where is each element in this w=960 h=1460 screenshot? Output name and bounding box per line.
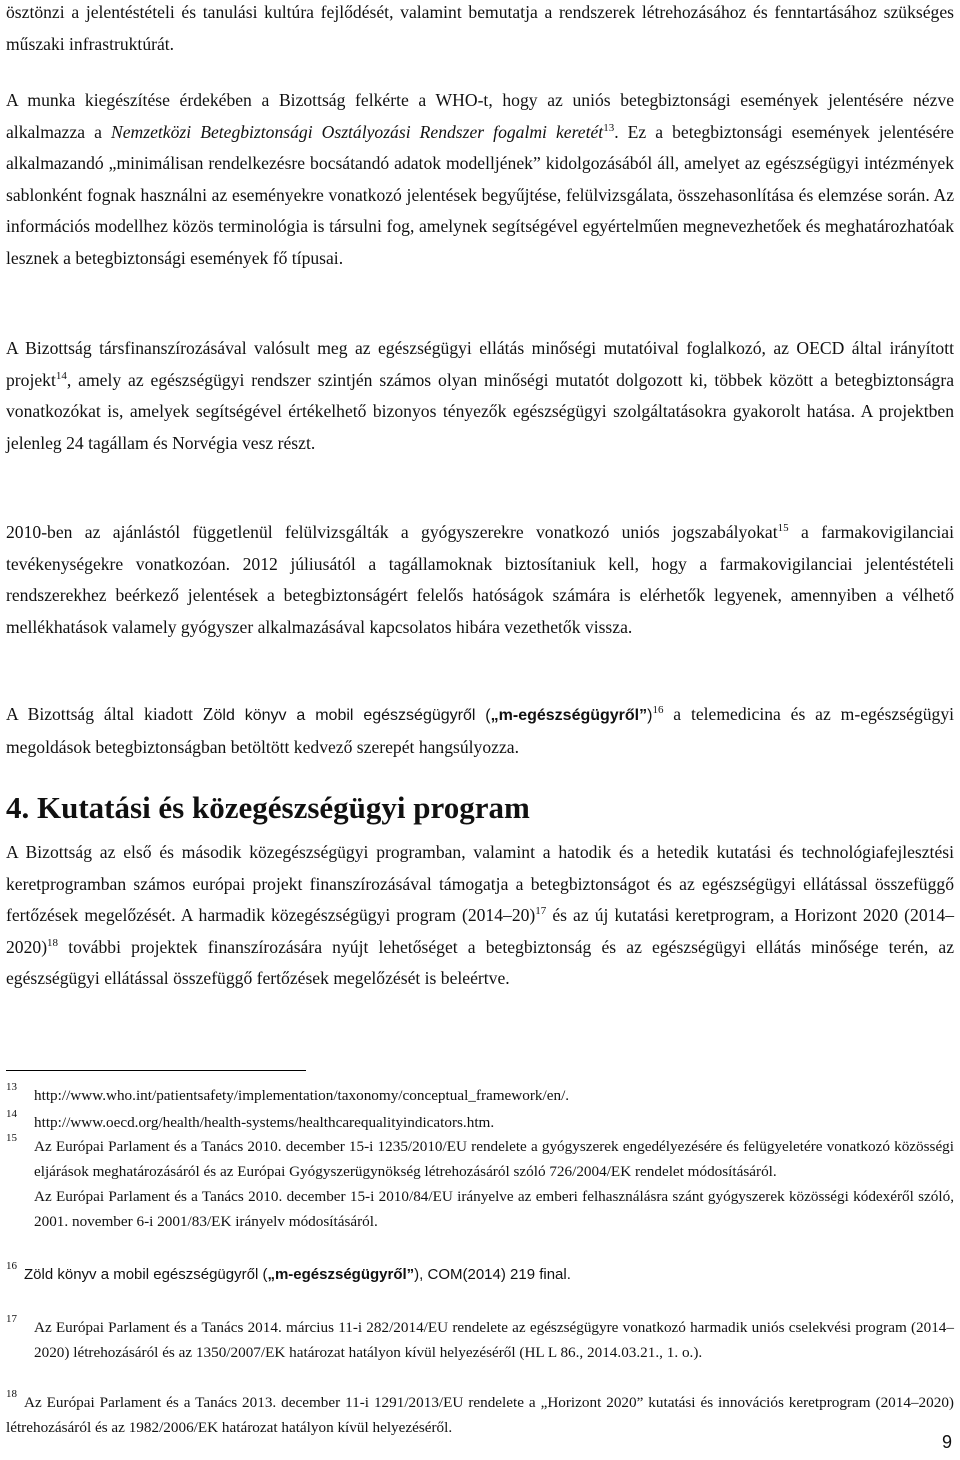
footnote-15 [6, 1134, 954, 1234]
page-number: 9 [941, 1432, 952, 1452]
footnote-13-number: 13 [6, 1081, 17, 1093]
paragraph-0 [6, 0, 954, 60]
footnote-16-text-a: Zöld könyv a mobil egészségügyről ( [24, 1266, 268, 1283]
paragraph-1-text-b: . Ez a betegbiztonsági események jelentésére alkalmazandó „minimálisan rendelkezésre bocsátandó adatok modelljének” kidolgozásából áll, amelyet az egészségügyi intézmények sablonként fognak használni az eseményekre vonatkozó jelentések begyűjtése, felülvizsgálata, összehasonlítása és elemzése során. Az információs modellhez közös terminológia is társulni fog, amelynek segítségével egyértelműen megnevezhetőek és meghatározhatóak lesznek a betegbiztonsági események fő típusai. [6, 121, 954, 268]
paragraph-4-text-a: A Bizottság által kiadott Z [6, 704, 214, 724]
paragraph-2 [6, 333, 954, 459]
footnote-16-text [24, 1262, 954, 1287]
footnote-ref-14: 14 [55, 369, 67, 382]
paragraph-5-text-a: A Bizottság az első és második közegészségügyi programban, valamint a hatodik és a hetedik kutatási és technológiafejlesztési keretprogramban számos európai projekt finanszírozásával támogatja a betegbiztonságot és az egészségügyi ellátással összefüggő fertőzések megelőzését. A harmadik közegészségügyi program (2014–20) [6, 842, 954, 925]
footnote-13 [6, 1083, 954, 1108]
paragraph-4-sans-bold: „m-egészségügyről” [490, 707, 648, 724]
paragraph-1 [6, 85, 954, 274]
footnote-ref-16: 16 [652, 704, 664, 717]
paragraph-1-text-a: A munka kiegészítése érdekében a Bizottság felkérte a WHO-t, hogy az uniós betegbiztonsági események jelentésére nézve alkalmazza a [6, 90, 954, 142]
footnote-separator [6, 1070, 306, 1071]
paragraph-4 [6, 699, 954, 763]
footnote-16-text-c: ), COM(2014) 219 final. [414, 1266, 571, 1283]
paragraph-4-sans-close: ) [647, 707, 653, 724]
footnote-ref-13: 13 [603, 121, 615, 134]
paragraph-2-text-a: A Bizottság társfinanszírozásával valósult meg az egészségügyi ellátás minőségi mutatóival foglalkozó, az OECD által irányított projekt [6, 338, 954, 390]
footnote-18 [6, 1390, 954, 1440]
paragraph-4-text-b: a telemedicina és az m-egészségügyi megoldások betegbiztonságban betöltött kedvező szerepét hangsúlyozza. [6, 704, 954, 757]
paragraph-5-text-b: és az új kutatási keretprogram, a Horizont 2020 (2014–2020) [6, 905, 955, 957]
footnote-ref-17: 17 [535, 905, 547, 918]
paragraph-3-text-a: 2010-ben az ajánlástól függetlenül felülvizsgálták a gyógyszerekre vonatkozó uniós jogszabályokat [6, 522, 778, 542]
footnote-16-number: 16 [6, 1260, 17, 1272]
section-heading: 4. Kutatási és közegészségügyi program [6, 790, 530, 825]
paragraph-1-italic: Nemzetközi Betegbiztonsági Osztályozási Rendszer fogalmi keretét [111, 121, 604, 142]
footnote-17 [6, 1315, 954, 1365]
footnote-ref-15: 15 [777, 522, 789, 535]
paragraph-3-text-b: a farmakovigilanciai tevékenységekre vonatkozóan. 2012 júliusától a tagállamoknak biztosítaniuk kell, hogy a farmakovigilanciai jelentéstételi rendszerekhez beérkező jelentések a betegbiztonságért felelős hatóságok számára is elérhetők legyenek, amennyiben a vélhető mellékhatások valamely gyógyszer alkalmazásával kapcsolatos hibára vezethetők vissza. [6, 522, 954, 637]
footnote-15-number: 15 [6, 1132, 17, 1144]
footnote-18-number: 18 [6, 1388, 17, 1400]
footnote-14-text: http://www.oecd.org/health/health-systems/healthcarequalityindicators.htm. [34, 1114, 495, 1131]
paragraph-5-text-c: további projektek finanszírozására nyújt lehetőséget a betegbiztonság és az egészségügyi ellátás minősége terén, az egészségügyi ellátással összefüggő fertőzések megelőzését is beleértve. [6, 936, 954, 988]
footnote-14 [6, 1110, 954, 1135]
footnote-18-text: Az Európai Parlament és a Tanács 2013. december 11-i 1291/2013/EU rendelete a „Horizont 2020” kutatási és innovációs keretprogram (2014–2020) létrehozásáról és az 1982/2006/EK határozat hatályon kívül helyezéséről. [6, 1394, 954, 1436]
footnote-17-text: Az Európai Parlament és a Tanács 2014. március 11-i 282/2014/EU rendelete az egészségügyre vonatkozó harmadik uniós cselekvési program (2014–2020) létrehozásáról és az 1350/2007/EK határozat hatályon kívül helyezéséről (HL L 86., 2014.03.21., 1. o.). [34, 1319, 954, 1361]
paragraph-5 [6, 837, 954, 995]
paragraph-0-text: ösztönzi a jelentéstételi és tanulási kultúra fejlődését, valamint bemutatja a rendszerek létrehozásához és fenntartásához szükséges műszaki infrastruktúrát. [6, 2, 954, 54]
paragraph-4-sans: öld könyv a mobil egészségügyről ( [213, 707, 491, 724]
footnote-17-number: 17 [6, 1313, 17, 1325]
paragraph-3 [6, 517, 954, 643]
paragraph-2-text-b: , amely az egészségügyi rendszer szintjén számos olyan minőségi mutatót dolgozott ki, többek között a betegbiztonságra vonatkozókat is, amelyek segítségével értékelhető bizonyos tényezők egészségügyi szolgáltatásokra gyakorolt hatása. A projektben jelenleg 24 tagállam és Norvégia vesz részt. [6, 369, 954, 453]
footnote-15-text-a: Az Európai Parlament és a Tanács 2010. december 15-i 1235/2010/EU rendelete a gyógyszerek engedélyezésére és felügyeletére vonatkozó közösségi eljárások meghatározásáról és az Európai Gyógyszerügynökség létrehozásáról szóló 726/2004/EK rendelet módosításáról. [34, 1138, 954, 1180]
footnote-15-text-b: Az Európai Parlament és a Tanács 2010. december 15-i 2010/84/EU irányelve az emberi felhasználásra szánt gyógyszerek közösségi kódexéről szóló, 2001. november 6-i 2001/83/EK irányelv módosításáról. [34, 1188, 954, 1230]
footnote-ref-18: 18 [47, 936, 59, 949]
footnote-16 [6, 1262, 954, 1287]
footnote-16-text-bold: „m-egészségügyről” [267, 1266, 415, 1283]
footnote-14-number: 14 [6, 1108, 17, 1120]
footnote-13-text: http://www.who.int/patientsafety/implementation/taxonomy/conceptual_framework/en/. [34, 1087, 570, 1104]
